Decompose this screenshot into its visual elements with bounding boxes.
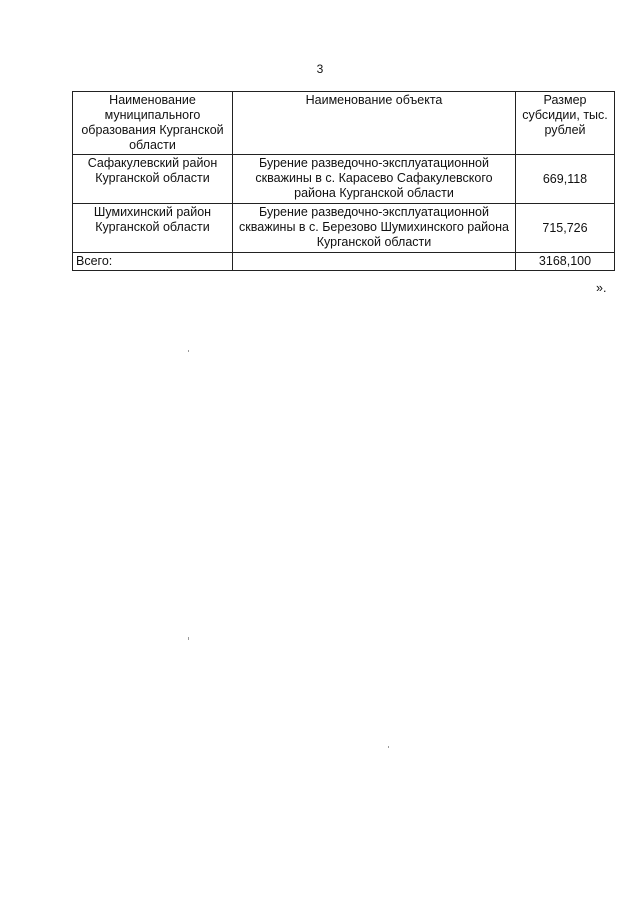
cell-object: Бурение разведочно-эксплуатационной скважины в с. Березово Шумихинского района Курганской области <box>233 204 516 253</box>
scan-speck <box>188 637 189 640</box>
scan-speck <box>388 746 389 748</box>
table-header-row <box>73 92 615 155</box>
scan-speck <box>188 350 189 352</box>
total-object <box>233 253 516 271</box>
total-amount: 3168,100 <box>516 253 615 271</box>
cell-municipality: Сафакулевский район Курганской области <box>73 155 233 204</box>
header-amount: Размер субсидии, тыс. рублей <box>516 92 615 155</box>
table-total-row <box>73 253 615 271</box>
subsidy-table <box>72 91 615 271</box>
page-number: 3 <box>316 62 324 76</box>
cell-object: Бурение разведочно-эксплуатационной скважины в с. Карасево Сафакулевского района Курганской области <box>233 155 516 204</box>
table-row <box>73 155 615 204</box>
cell-municipality: Шумихинский район Курганской области <box>73 204 233 253</box>
header-object: Наименование объекта <box>233 92 516 155</box>
header-municipality: Наименование муниципального образования Курганской области <box>73 92 233 155</box>
cell-amount: 669,118 <box>516 155 615 204</box>
total-label: Всего: <box>73 253 233 271</box>
table-row <box>73 204 615 253</box>
closing-quote-mark: ». <box>596 281 607 295</box>
cell-amount: 715,726 <box>516 204 615 253</box>
